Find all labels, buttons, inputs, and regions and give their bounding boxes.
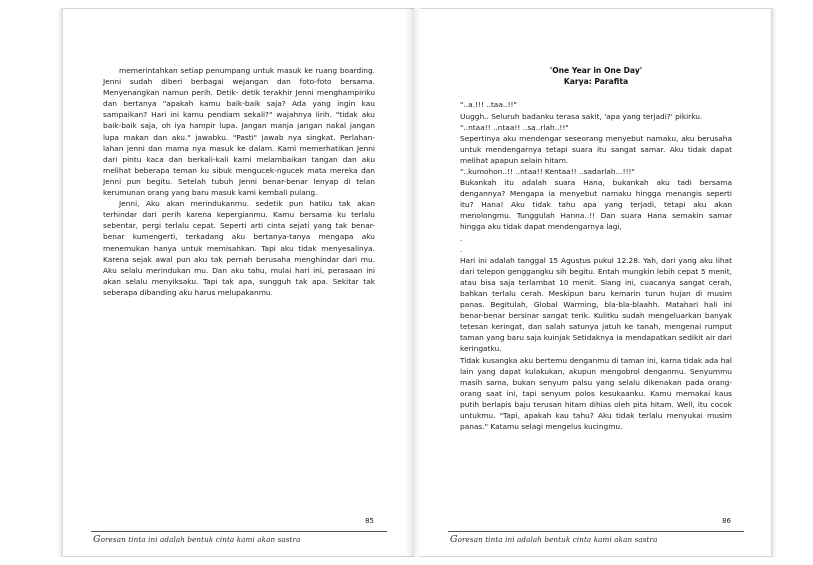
footer-divider — [448, 531, 744, 532]
page-left — [62, 8, 414, 557]
book-spine — [405, 8, 421, 557]
paragraph: memerintahkan setiap penumpang untuk masuk ke ruang boarding. Jenni sudah diberi berbagai wejangan dan foto-foto bersama. Menyenangkan namun perih. Detik- detik terakhir Jenni menghampiriku dan bertanya "apakah kamu baik-baik saja? Ada yang ingin kau sampaikan? Hari ini kamu pendiam sekali?" wajahnya lirih. "tidak aku baik-baik saja, oh iya hampir lupa. Jangan manja jangan nakal jangan lupa makan dan aku." jawabku. "Pasti" jawab nya singkat. Perlahan-lahan jenni dan mama nya masuk ke dalam. Kami memerhatikan Jenni dari pintu kaca dan berkali-kali kami melambaikan tangan dan aku melihat beberapa teman ku sibuk mengucek-ngucek mata mereka dan Jenni pun begitu. Setelah tubuh Jenni benar-benar lenyap di telan kerumunan orang yang baru masuk kami kembali pulang. — [103, 66, 375, 198]
paragraph: "..kumohon..!! ..ntaa!! Kentaa!! ..sadarlah...!!!" — [460, 166, 635, 176]
paragraph: . — [460, 233, 463, 243]
paragraph: Jenni, Aku akan merindukanmu. sedetik pun hatiku tak akan terhindar dari perih karena kepergianmu. Kamu bersama ku terlalu sebentar, pergi terlalu cepat. Seperti arti cinta sejati yang tak benar-benar kumengerti, terkadang aku bertanya-tanya mengapa aku menemukan hanya untuk memisahkan. Tapi aku tidak menyesalinya. Karena sejak awal pun aku tak pernah berusaha menghindar dari mu. Aku selalu merindukan mu. Dan aku tahu, mulai hari ini, perasaan ini akan selalu menyiksaku. Tapi tak apa, sungguh tak apa. Sekitar tak seberapa dibanding aku harus melupakanmu. — [103, 199, 375, 297]
page-left-body — [103, 65, 375, 298]
paragraph: Hari ini adalah tanggal 15 Agustus pukul 12.28. Yah, dari yang aku lihat dari telepon genggangku sih begitu. Entah mungkin lebih cepat 5 menit, atau bisa saja terlambat 10 menit. Siang ini, cuacanya sangat cerah, bahkan terlalu cerah. Meskipun baru kemarin turun hujan di musim panas. Begitulah, Global Warming, bla-bla-blaahh. Matahari hali ini benar-benar bersinar sangat terik. Kulitku sudah mengeluarkan banyak tetesan keringat, dan salah satunya jatuh ke tanah, mengenai rumput taman yang baru saja kuinjak Setidaknya ia mendapatkan sedikit air dari keringatku. — [460, 255, 732, 354]
story-title — [460, 65, 732, 87]
page-right-body — [460, 65, 732, 432]
paragraph: Sepertinya aku mendengar seseorang menyebut namaku, aku berusaha untuk mendengarnya tetapi suara itu sangat samar. Aku tidak dapat melihat apapun selain hitam. — [460, 133, 732, 165]
paragraph: Uuggh.. Seluruh badanku terasa sakit, 'apa yang terjadi?' pikirku. — [460, 111, 703, 121]
footer-text: Goresan tinta ini adalah bentuk cinta kami akan sastra — [93, 534, 301, 545]
page-edge-right — [772, 8, 777, 557]
paragraph: Tidak kusangka aku bertemu denganmu di taman ini, karna tidak ada hal lain yang dapat kulakukan, akupun mengobrol denganmu. Senyummu masih sama, bukan senyum palsu yang selalu dikenakan pada orang-orang saat ini, tapi senyum polos kesukaanku. Kamu memakai kaus putih berlapis baju terusan hitam dihias oleh pita hitam. Well, itu cocok untukmu. "Tapi, apakah kau tahu? Aku tidak terlalu menyukai musim panas." Katamu selagi mengelus kucingmu. — [460, 355, 732, 432]
story-title-line2: Karya: Parafita — [563, 77, 629, 87]
paragraph: "..a.!!! ..taa..!!" — [460, 100, 517, 110]
page-number: 85 — [365, 517, 374, 525]
page-right — [420, 8, 772, 557]
footer-text: Goresan tinta ini adalah bentuk cinta kami akan sastra — [450, 534, 658, 545]
page-number: 86 — [722, 517, 731, 525]
paragraph: Bukankah itu adalah suara Hana, bukankah aku tadi bersama dengannya? Mengapa ia menyebut namaku hingga menangis seperti itu? Hana! Aku tidak tahu apa yang terjadi, tetapi aku akan menolongmu. Tunggulah Hanna..!! Dan suara Hana semakin samar hingga aku tidak dapat mendengarnya lagi, — [460, 178, 732, 232]
paragraph: "..ntaa!! ..ntaa!! ..sa..rlah..!!" — [460, 122, 569, 132]
footer-divider — [91, 531, 387, 532]
paragraph: . — [460, 244, 463, 254]
story-title-line1: 'One Year in One Day' — [549, 66, 643, 75]
